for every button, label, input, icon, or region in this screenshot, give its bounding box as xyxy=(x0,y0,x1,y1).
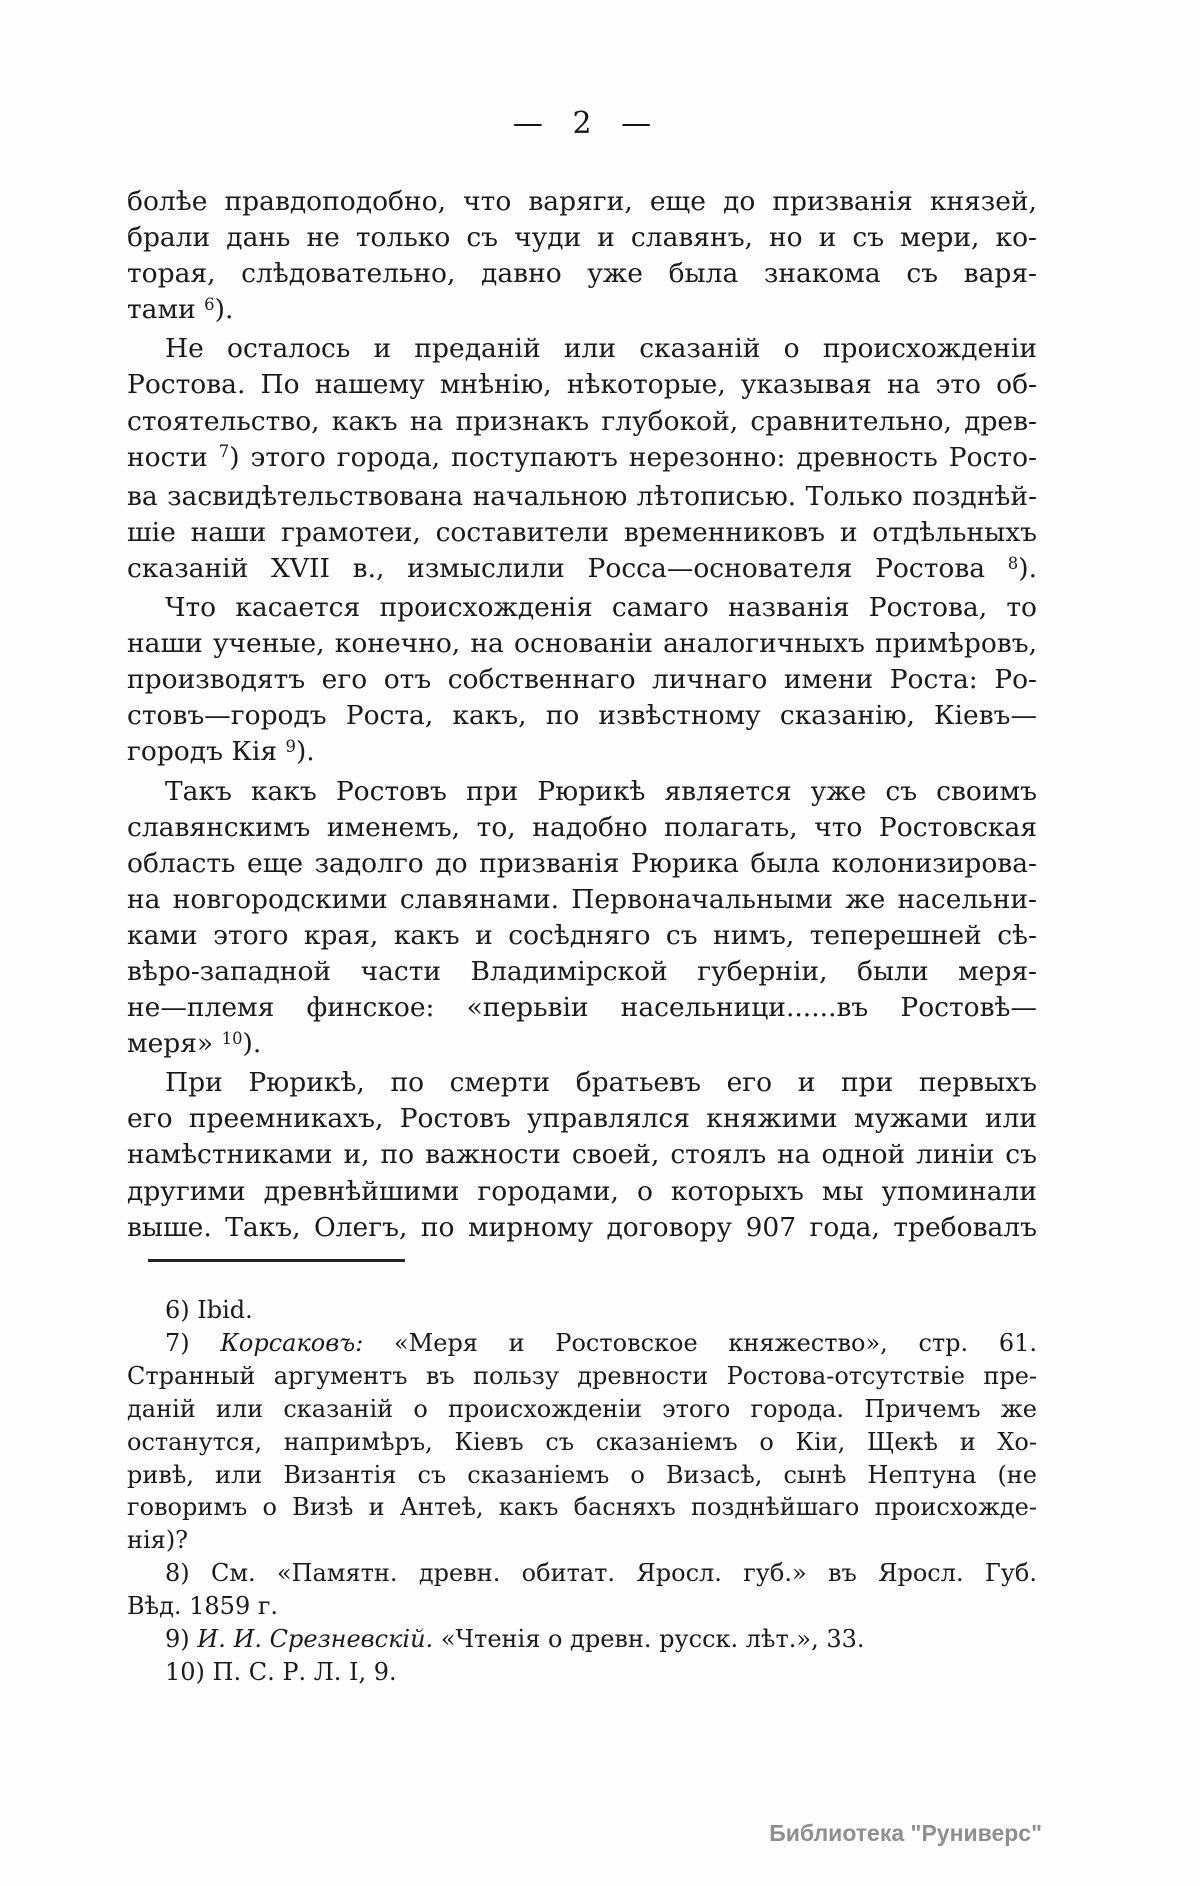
body-line: область еще задолго до призванія Рюрика была колонизирова- xyxy=(127,847,1037,879)
paragraph xyxy=(127,1065,1037,1245)
body-line: сказаній XVII в., измыслили Росса—основателя Ростова $^8$). xyxy=(127,552,1037,584)
paragraph xyxy=(127,774,1037,1066)
footnote-line: 7) Корсаковъ: «Меря и Ростовское княжество», стр. 61. xyxy=(165,1328,1037,1357)
body-line: шіе наши грамотеи, составители временниковъ и отдѣльныхъ xyxy=(127,516,1037,548)
body-line: торая, слѣдовательно, давно уже была знакома съ варя- xyxy=(127,258,1037,290)
body-line: стовъ—городъ Роста, какъ, по извѣстному сказанію, Кіевъ— xyxy=(127,700,1037,732)
paragraph xyxy=(127,331,1037,590)
body-line: намѣстниками и, по важности своей, стоялъ на одной линіи съ xyxy=(127,1139,1037,1171)
footnote-line: Вѣд. 1859 г. xyxy=(127,1592,279,1621)
body-line: меря» $^{10}$). xyxy=(127,1028,262,1060)
watermark: Библиотека "Руниверс" xyxy=(769,1820,1042,1846)
paragraph xyxy=(127,184,1037,331)
footnote-line: 8) См. «Памятн. древн. обитат. Яросл. губ.» въ Яросл. Губ. xyxy=(165,1559,1037,1588)
body-line: Ростова. По нашему мнѣнію, нѣкоторые, указывая на это об- xyxy=(127,369,1037,401)
footnote-line: 10) П. С. Р. Л. I, 9. xyxy=(165,1657,397,1686)
footnote-separator xyxy=(148,1259,405,1262)
body-line: не—племя финское: «перьвіи насельници......въ Ростовѣ— xyxy=(127,992,1037,1024)
body-line: другими древнѣйшими городами, о которыхъ мы упоминали xyxy=(127,1175,1037,1207)
body-line: Такъ какъ Ростовъ при Рюрикѣ является уже съ своимъ xyxy=(165,775,1037,807)
body-line: производятъ его отъ собственнаго личнаго имени Роста: Ро- xyxy=(127,664,1037,696)
footnote-line: даній или сказаній о происхожденіи этого города. Причемъ же xyxy=(127,1394,1037,1423)
body-line: Что касается происхожденія самаго названія Ростова, то xyxy=(165,592,1037,624)
body-line: болѣе правдоподобно, что варяги, еще до призванія князей, xyxy=(127,186,1037,217)
paragraph xyxy=(127,590,1037,773)
body-line: на новгородскими славянами. Первоначальными же насельни- xyxy=(127,883,1037,915)
footnote-line: нія)? xyxy=(127,1526,189,1555)
body-line: При Рюрикѣ, по смерти братьевъ его и при первыхъ xyxy=(165,1067,1037,1099)
body-line: городъ Кія $^9$). xyxy=(127,736,315,768)
footnote-line: говоримъ о Визѣ и Антеѣ, какъ басняхъ позднѣйшаго происхожде- xyxy=(127,1493,1037,1522)
body-line: тами $^6$). xyxy=(127,294,234,326)
body-line: ками этого края, какъ и сосѣдняго съ нимъ, теперешней сѣ- xyxy=(127,919,1037,951)
body-line: выше. Такъ, Олегъ, по мирному договору 907 года, требовалъ xyxy=(127,1211,1037,1243)
footnote-line: Странный аргументъ въ пользу древности Ростова-отсутствіе пре- xyxy=(127,1361,1037,1390)
footnote-line: 9) И. И. Срезневскій. «Чтенія о древн. русск. лѣт.», 33. xyxy=(165,1625,865,1654)
body-line: ва засвидѣтельствована начальною лѣтописью. Только позднѣй- xyxy=(127,480,1037,512)
body-line: славянскимъ именемъ, то, надобно полагать, что Ростовская xyxy=(127,811,1037,843)
body-line: его преемникахъ, Ростовъ управлялся княжими мужами или xyxy=(127,1103,1037,1135)
footnote-line: ривѣ, или Византія съ сказаніемъ о Визасѣ, сынѣ Нептуна (не xyxy=(127,1460,1037,1489)
body-line: ности $^7$) этого города, поступаютъ нерезонно: древность Росто- xyxy=(127,441,1037,473)
body-line: Не осталось и преданій или сказаній о происхожденіи xyxy=(165,333,1037,365)
body-line: брали дань не только съ чуди и славянъ, но и съ мери, ко- xyxy=(127,222,1037,254)
footnote-line: останутся, напримѣръ, Кіевъ съ сказаніемъ о Кіи, Щекѣ и Хо- xyxy=(127,1427,1037,1456)
body-text xyxy=(127,184,1037,1246)
body-line: стоятельство, какъ на признакъ глубокой, сравнительно, древ- xyxy=(127,405,1037,437)
page-number: — 2 — xyxy=(512,106,652,141)
body-line: наши ученые, конечно, на основаніи аналогичныхъ примѣровъ, xyxy=(127,628,1037,660)
footnotes xyxy=(127,1294,1037,1689)
body-line: вѣро-западной части Владимірской губерніи, были меря- xyxy=(127,955,1037,987)
footnote-line: 6) Ibid. xyxy=(165,1296,253,1324)
